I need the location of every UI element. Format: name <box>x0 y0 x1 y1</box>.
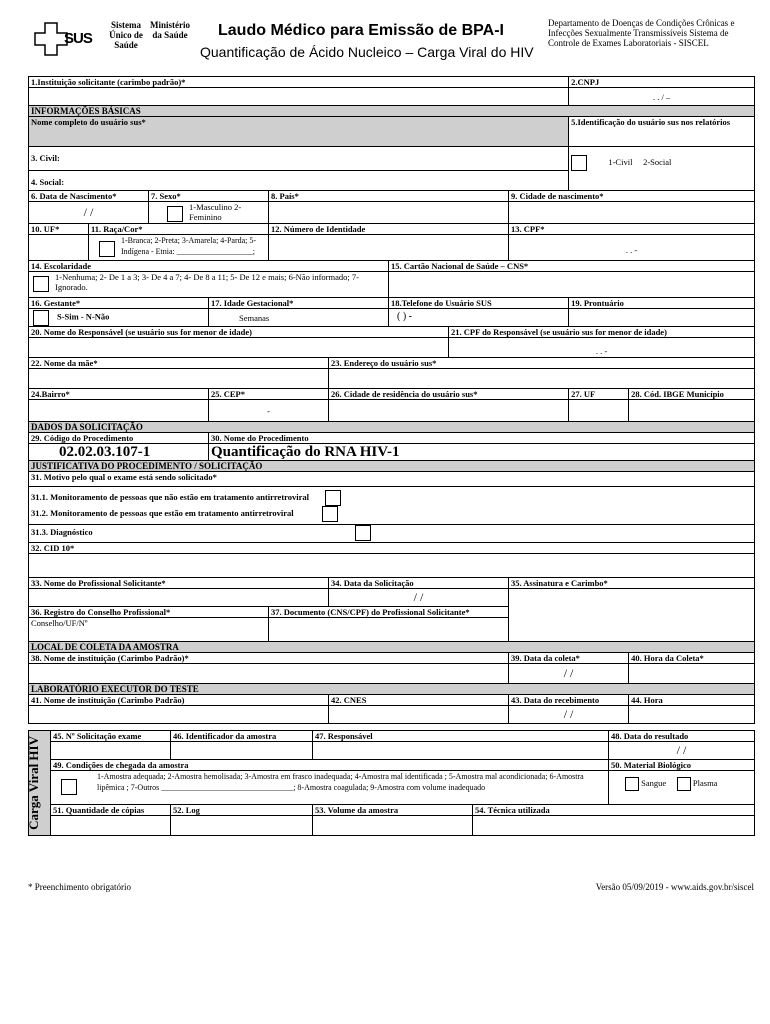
form-header <box>28 14 754 76</box>
phone-field[interactable]: ( ) - <box>389 309 569 327</box>
institution-label: 1.Instituição solicitante (carimbo padrão)* <box>29 77 569 88</box>
district-label: 24.Bairro* <box>29 389 209 400</box>
civil-option: 1-Civil <box>608 156 633 167</box>
guardian-name-label: 20. Nome do Responsável (se usuário sus for menor de idade) <box>29 327 449 338</box>
required-note: * Preenchimento obrigatório <box>28 882 131 892</box>
race-options-text: 1-Branca; 2-Preta; 3-Amarela; 4-Parda; 5-Indígena - Etnia: ___________________; <box>121 236 257 256</box>
residence-city-field[interactable] <box>329 400 569 422</box>
mother-name-field[interactable] <box>29 369 329 389</box>
section-collection: LOCAL DE COLETA DA AMOSTRA <box>29 641 755 652</box>
form-subtitle: Quantificação de Ácido Nucleico – Carga Viral do HIV <box>200 44 534 60</box>
cid-label: 32. CID 10* <box>29 542 755 553</box>
record-label: 19. Prontuário <box>569 298 755 309</box>
guardian-name-field[interactable] <box>29 338 449 358</box>
lab-institution-label: 41. Nome de instituição (Carimbo Padrão) <box>29 694 329 705</box>
requester-name-label: 33. Nome do Profissional Solicitante* <box>29 577 329 588</box>
cnpj-field[interactable]: . . / – <box>569 88 755 106</box>
education-options-text: 1-Nenhuma; 2- De 1 a 3; 3- De 4 a 7; 4- De 8 a 11; 5- De 12 e mais; 6-Não informado; 7-Ignorado. <box>55 272 359 292</box>
sample-volume-field[interactable] <box>313 815 473 835</box>
gestational-age-field[interactable]: Semanas <box>209 309 389 327</box>
receipt-date-field[interactable]: / / <box>509 705 629 723</box>
technique-field[interactable] <box>473 815 755 835</box>
section-lab: LABORATÓRIO EXECUTOR DO TESTE <box>29 683 755 694</box>
requester-document-label: 37. Documento (CNS/CPF) do Profissional Solicitante* <box>269 606 509 617</box>
district-field[interactable] <box>29 400 209 422</box>
reason-2-checkbox[interactable] <box>322 506 338 522</box>
civil-name-field[interactable]: 3. Civil: <box>29 147 569 171</box>
guardian-cpf-field[interactable]: . . - <box>449 338 755 358</box>
pregnant-checkbox[interactable] <box>33 310 49 326</box>
cnes-label: 42. CNES <box>329 694 509 705</box>
birth-city-label: 9. Cidade de nascimento* <box>509 191 755 202</box>
blood-checkbox[interactable] <box>625 777 639 791</box>
sex-options <box>149 202 269 224</box>
race-options <box>89 235 269 261</box>
social-option: 2-Social <box>643 156 672 167</box>
plasma-option: Plasma <box>692 777 718 788</box>
reason-option-3-text: 31.3. Diagnóstico <box>31 526 93 537</box>
social-name-field[interactable]: 4. Social: <box>29 171 569 191</box>
cid-field[interactable] <box>29 553 755 577</box>
ibge-code-field[interactable] <box>629 400 755 422</box>
birth-date-label: 6. Data de Nascimento* <box>29 191 149 202</box>
country-field[interactable] <box>269 202 509 224</box>
council-label: 36. Registro do Conselho Profissional* <box>29 606 269 617</box>
reason-option-2 <box>29 506 755 524</box>
bpa-i-form <box>28 14 754 836</box>
uf-label: 10. UF* <box>29 224 89 235</box>
education-options <box>29 272 389 298</box>
birth-city-field[interactable] <box>509 202 755 224</box>
address-field[interactable] <box>329 369 755 389</box>
receipt-date-label: 43. Data do recebimento <box>509 694 629 705</box>
reason-3-checkbox[interactable] <box>355 525 371 541</box>
cross-logo-icon <box>34 22 68 56</box>
viral-load-table <box>28 730 755 836</box>
race-label: 11. Raça/Cor* <box>89 224 269 235</box>
cep-label: 25. CEP* <box>209 389 329 400</box>
record-field[interactable] <box>569 309 755 327</box>
reason-option-2-text: 31.2. Monitoramento de pessoas que estão em tratamento antirretroviral <box>31 507 294 518</box>
copies-field[interactable] <box>51 815 171 835</box>
form-footer <box>28 882 754 892</box>
blood-option: Sangue <box>641 777 667 788</box>
user-id-label: 5.Identificação do usuário sus nos relatórios <box>569 117 755 147</box>
procedure-name-value: Quantificação do RNA HIV-1 <box>209 444 755 461</box>
request-date-label: 34. Data da Solicitação <box>329 577 509 588</box>
cpf-label: 13. CPF* <box>509 224 755 235</box>
viral-load-side-label <box>26 730 51 835</box>
gestational-age-label: 17. Idade Gestacional* <box>209 298 389 309</box>
sus-logo-text: SUS <box>64 30 92 47</box>
sample-id-field[interactable] <box>171 741 313 759</box>
residence-uf-field[interactable] <box>569 400 629 422</box>
cnes-field[interactable] <box>329 705 509 723</box>
education-checkbox[interactable] <box>33 276 49 292</box>
technique-label: 54. Técnica utilizada <box>473 804 755 815</box>
residence-uf-label: 27. UF <box>569 389 629 400</box>
responsible-label: 47. Responsável <box>313 730 609 741</box>
viral-load-side-text: Carga Viral HIV <box>26 735 41 830</box>
procedure-code-value: 02.02.03.107-1 <box>29 444 209 461</box>
pregnant-options-text: S-Sim - N-Não <box>57 311 110 322</box>
cpf-field[interactable]: . . - <box>509 235 755 261</box>
identity-label: 12. Número de Identidade <box>269 224 509 235</box>
sample-condition-label: 49. Condições de chegada da amostra <box>51 759 609 770</box>
collection-time-label: 40. Hora da Coleta* <box>629 652 755 663</box>
sample-id-label: 46. Identificador da amostra <box>171 730 313 741</box>
collection-date-label: 39. Data da coleta* <box>509 652 629 663</box>
biological-material-label: 50. Material Biológico <box>609 759 755 770</box>
country-label: 8. País* <box>269 191 509 202</box>
requester-document-field[interactable] <box>269 617 509 641</box>
cep-field[interactable]: - <box>209 400 329 422</box>
responsible-field[interactable] <box>313 741 609 759</box>
exam-request-field[interactable] <box>51 741 171 759</box>
cns-label: 15. Cartão Nacional de Saúde – CNS* <box>389 261 755 272</box>
section-basic-info: INFORMAÇÕES BÁSICAS <box>29 106 755 117</box>
collection-date-field[interactable]: / / <box>509 663 629 683</box>
result-date-field[interactable]: / / <box>609 741 755 759</box>
log-label: 52. Log <box>171 804 313 815</box>
procedure-code-label: 29. Código do Procedimento <box>29 433 209 444</box>
sample-condition-text: 1-Amostra adequada; 2-Amostra hemolisada; 3-Amostra em frasco inadequada; 4-Amostra mal identificada ; 5-Amostra mal acondicionada; 6-Amostra lipêmica ; 7-Outros _________________________________; 8-Amostra coagulada; 9-Amostra com volume inadequado <box>97 771 584 792</box>
birth-date-field[interactable]: / / <box>29 202 149 224</box>
signature-field[interactable] <box>509 588 755 641</box>
race-checkbox[interactable] <box>99 241 115 257</box>
uf-field[interactable] <box>29 235 89 261</box>
reason-option-3 <box>29 524 755 542</box>
sex-label: 7. Sexo* <box>149 191 269 202</box>
cnpj-label: 2.CNPJ <box>569 77 755 88</box>
sex-options-text: 1-Masculino 2-Feminino <box>189 202 242 222</box>
receipt-time-label: 44. Hora <box>629 694 755 705</box>
council-field[interactable]: Conselho/UF/Nº <box>29 617 269 641</box>
user-id-options <box>569 147 755 191</box>
form-table <box>28 76 755 724</box>
reason-option-1 <box>29 487 755 507</box>
mother-name-label: 22. Nome da mãe* <box>29 358 329 369</box>
result-date-label: 48. Data do resultado <box>609 730 755 741</box>
user-id-checkbox[interactable] <box>571 155 587 171</box>
pregnant-options <box>29 309 209 327</box>
pregnant-label: 16. Gestante* <box>29 298 209 309</box>
collection-institution-label: 38. Nome de instituição (Carimbo Padrão)* <box>29 652 509 663</box>
procedure-name-label: 30. Nome do Procedimento <box>209 433 755 444</box>
form-title: Laudo Médico para Emissão de BPA-I <box>218 22 504 39</box>
sample-condition-checkbox[interactable] <box>61 779 77 795</box>
full-name-label: Nome completo do usuário sus* <box>29 117 569 147</box>
ibge-code-label: 28. Cód. IBGE Município <box>629 389 755 400</box>
address-label: 23. Endereço do usuário sus* <box>329 358 755 369</box>
section-request: DADOS DA SOLICITAÇÃO <box>29 422 755 433</box>
requester-name-field[interactable] <box>29 588 329 606</box>
cns-field[interactable] <box>389 272 755 298</box>
collection-time-field[interactable] <box>629 663 755 683</box>
phone-label: 18.Telefone do Usuário SUS <box>389 298 569 309</box>
residence-city-label: 26. Cidade de residência do usuário sus* <box>329 389 569 400</box>
request-date-field[interactable]: / / <box>329 588 509 606</box>
sample-condition-options <box>51 770 609 804</box>
reason-1-checkbox[interactable] <box>325 490 341 506</box>
sample-volume-label: 53. Volume da amostra <box>313 804 473 815</box>
receipt-time-field[interactable] <box>629 705 755 723</box>
institution-field[interactable] <box>29 88 569 106</box>
plasma-checkbox[interactable] <box>677 777 691 791</box>
department-name: Departamento de Doenças de Condições Crônicas e Infecções Sexualmente Transmissíveis Sistema de Controle de Exames Laboratoriais - SISCEL <box>548 18 735 48</box>
exam-request-label: 45. Nº Solicitação exame <box>51 730 171 741</box>
sus-full-name: Sistema Único de Saúde <box>109 20 143 50</box>
log-field[interactable] <box>171 815 313 835</box>
reason-label: 31. Motivo pelo qual o exame está sendo solicitado* <box>29 472 755 487</box>
lab-institution-field[interactable] <box>29 705 329 723</box>
education-label: 14. Escolaridade <box>29 261 389 272</box>
guardian-cpf-label: 21. CPF do Responsável (se usuário sus for menor de idade) <box>449 327 755 338</box>
identity-field[interactable] <box>269 235 509 261</box>
reason-option-1-text: 31.1. Monitoramento de pessoas que não estão em tratamento antirretroviral <box>31 491 310 502</box>
signature-label: 35. Assinatura e Carimbo* <box>509 577 755 588</box>
copies-label: 51. Quantidade de cópias <box>51 804 171 815</box>
version-note: Versão 05/09/2019 - www.aids.gov.br/siscel <box>595 882 754 892</box>
ministry-name: Ministério da Saúde <box>150 20 190 40</box>
collection-institution-field[interactable] <box>29 663 509 683</box>
biological-material-options <box>609 770 755 804</box>
sex-checkbox[interactable] <box>167 206 183 222</box>
section-justification: JUSTIFICATIVA DO PROCEDIMENTO / SOLICITAÇÃO <box>29 461 755 472</box>
